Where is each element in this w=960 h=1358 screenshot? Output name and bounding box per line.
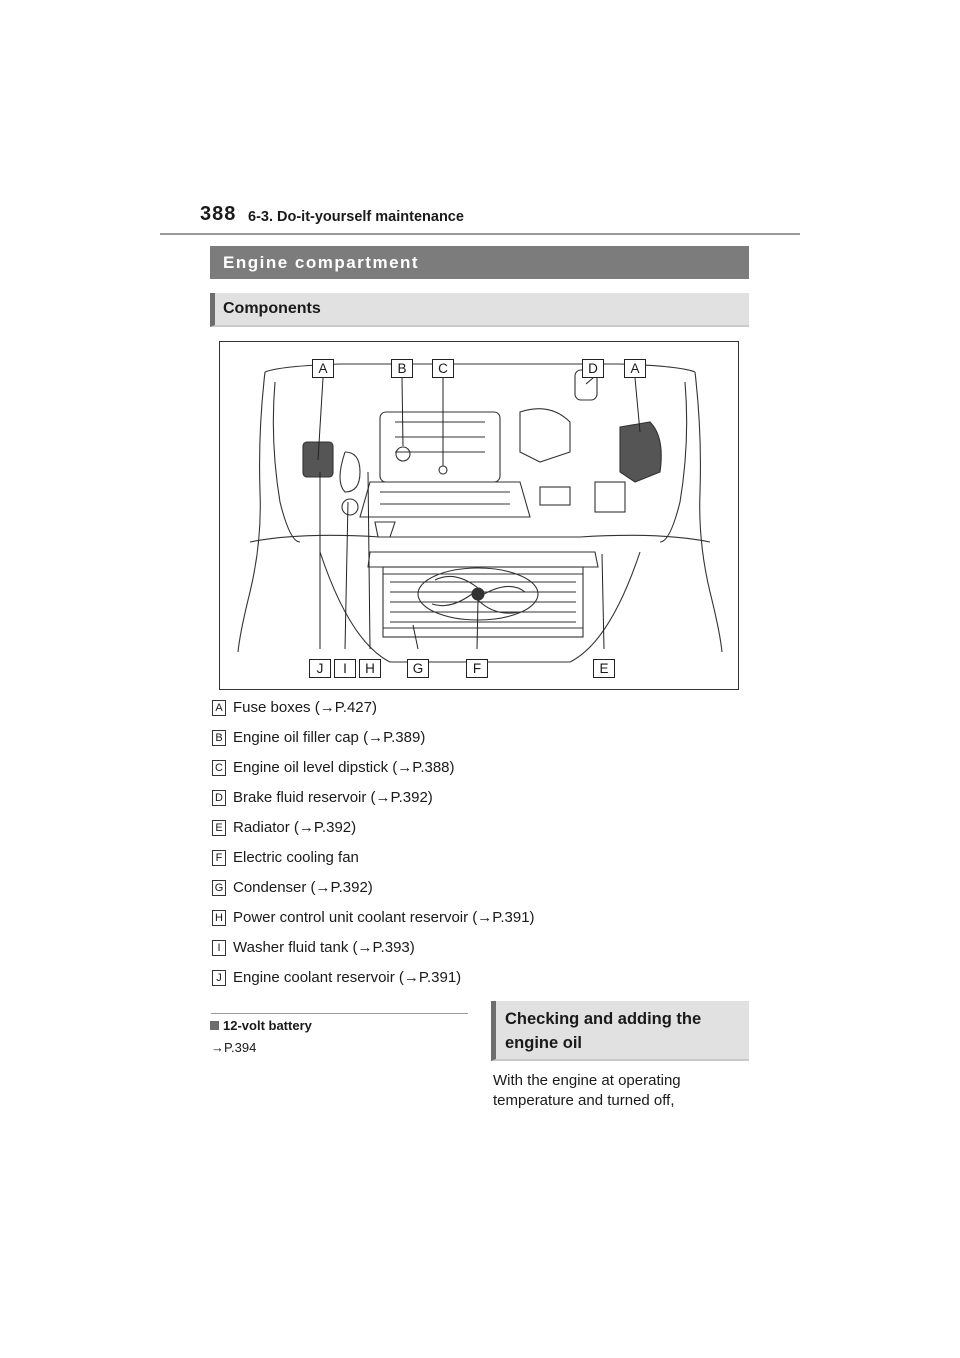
sub-heading: Components bbox=[210, 293, 749, 327]
page-number: 388 bbox=[200, 203, 237, 225]
main-heading: Engine compartment bbox=[210, 246, 749, 279]
callout-j: J bbox=[309, 659, 331, 678]
callout-c: C bbox=[432, 359, 454, 378]
callout-f: F bbox=[466, 659, 488, 678]
legend-text: Condenser (→P.392) bbox=[233, 879, 373, 896]
legend-letter: E bbox=[212, 820, 226, 836]
legend-letter: J bbox=[212, 970, 226, 986]
callout-a-left: A bbox=[312, 359, 334, 378]
legend-letter: C bbox=[212, 760, 226, 776]
legend-letter: B bbox=[212, 730, 226, 746]
callout-h: H bbox=[359, 659, 381, 678]
left-column-rule bbox=[211, 1013, 468, 1014]
callout-d: D bbox=[582, 359, 604, 378]
callout-b: B bbox=[391, 359, 413, 378]
legend-text: Radiator (→P.392) bbox=[233, 819, 357, 836]
callout-e: E bbox=[593, 659, 615, 678]
side-heading-line1: Checking and adding the bbox=[505, 1010, 702, 1028]
legend-text: Engine oil filler cap (→P.389) bbox=[233, 729, 426, 746]
legend-letter: H bbox=[212, 910, 226, 926]
callout-i: I bbox=[334, 659, 356, 678]
engine-diagram bbox=[219, 341, 739, 690]
note-title-text: 12-volt battery bbox=[223, 1018, 312, 1033]
note-square-icon bbox=[210, 1021, 219, 1030]
legend-text: Engine coolant reservoir (→P.391) bbox=[233, 969, 462, 986]
legend-text: Engine oil level dipstick (→P.388) bbox=[233, 759, 455, 776]
side-heading-line2: engine oil bbox=[505, 1034, 583, 1052]
section-title: 6-3. Do-it-yourself maintenance bbox=[248, 209, 464, 225]
legend-letter: D bbox=[212, 790, 226, 806]
note-title bbox=[210, 1018, 312, 1033]
header-rule bbox=[160, 233, 800, 235]
note-reference: →P.394 bbox=[211, 1040, 257, 1055]
callout-g: G bbox=[407, 659, 429, 678]
engine-illustration bbox=[220, 342, 737, 688]
legend-text: Electric cooling fan bbox=[233, 849, 359, 866]
legend-letter: I bbox=[212, 940, 226, 956]
legend-letter: G bbox=[212, 880, 226, 896]
legend-text: Power control unit coolant reservoir (→P.391) bbox=[233, 909, 535, 926]
legend-letter: F bbox=[212, 850, 226, 866]
legend-text: Fuse boxes (→P.427) bbox=[233, 699, 377, 716]
legend-letter: A bbox=[212, 700, 226, 716]
side-section-body: With the engine at operating temperature and turned off, bbox=[493, 1072, 681, 1109]
callout-a-right: A bbox=[624, 359, 646, 378]
side-section-heading bbox=[491, 1001, 749, 1061]
legend-text: Brake fluid reservoir (→P.392) bbox=[233, 789, 433, 806]
legend-text: Washer fluid tank (→P.393) bbox=[233, 939, 415, 956]
